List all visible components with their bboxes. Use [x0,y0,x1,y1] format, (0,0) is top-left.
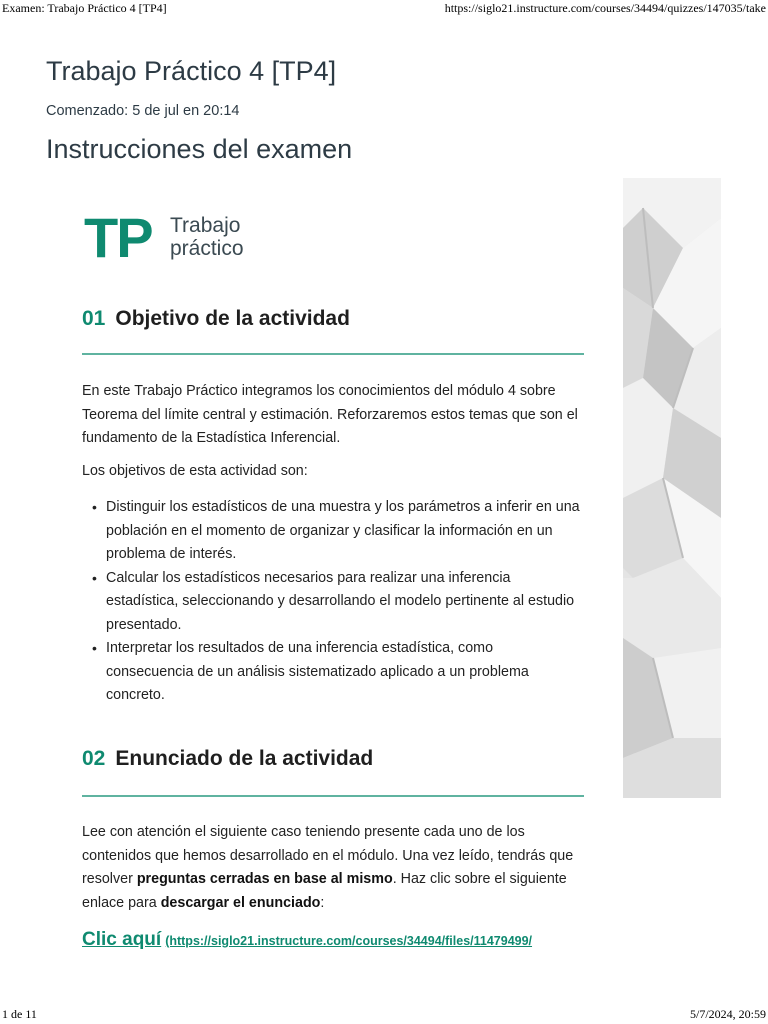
tp-logo-line1: Trabajo [170,214,241,237]
section-2-divider [82,795,584,797]
objectives-label: Los objetivos de esta actividad son: [82,463,308,479]
tp-logo-mark: TP [84,206,152,269]
section-1-number: 01 [82,307,106,330]
section-1-divider [82,353,584,355]
section-2-heading [82,747,373,771]
print-header [0,0,768,18]
objectives-list [82,496,584,708]
download-link-line [82,929,532,951]
architecture-photo-icon [623,178,721,798]
objective-item: • Calcular los estadísticos necesarios para realizar una inferencia estadística, seleccionando y desarrollando el modelo pertinente al estudio presentado. [82,567,584,638]
quiz-title: Trabajo Práctico 4 [TP4] [46,56,337,86]
print-header-url: https://siglo21.instructure.com/courses/34494/quizzes/147035/take [444,1,766,15]
section-1-heading [82,307,350,331]
tp-logo-words [170,214,244,260]
section-2-text-part3: : [320,894,325,911]
print-timestamp: 5/7/2024, 20:59 [689,1007,766,1021]
print-footer [0,1004,768,1024]
instructions-title: Instrucciones del examen [46,134,353,164]
section-2-text [82,821,584,915]
quiz-started-time: Comenzado: 5 de jul en 20:14 [46,103,240,119]
section-2-number: 02 [82,747,106,770]
section-2-bold-questions: preguntas cerradas en base al mismo [136,871,393,887]
section-1-intro: En este Trabajo Práctico integramos los conocimientos del módulo 4 sobre Teorema del límite central y estimación. Reforzaremos estos temas que son el fundamento de la Estadística Inferencial. [82,383,578,446]
section-2-title: Enunciado de la actividad [115,747,374,770]
decorative-side-image [623,178,721,798]
section-2-text-part2: . Haz clic sobre el siguiente enlace para [82,871,567,911]
download-link[interactable]: Clic aquí [82,929,162,950]
download-link-url[interactable]: (https://siglo21.instructure.com/courses/34494/files/11479499/ [165,934,533,948]
section-2-bold-download: descargar el enunciado [160,894,321,911]
print-header-title: Examen: Trabajo Práctico 4 [TP4] [2,1,167,15]
section-1-title: Objetivo de la actividad [115,307,350,330]
objective-item: • Interpretar los resultados de una inferencia estadística, como consecuencia de un análisis sistematizado aplicado a un problema concreto. [82,637,584,708]
objective-item: • Distinguir los estadísticos de una muestra y los parámetros a inferir en una población en el momento de organizar y clasificar la información en un problema de interés. [82,496,584,567]
section-2-text-part1: Lee con atención el siguiente caso teniendo presente cada uno de los contenidos que hemos desarrollado en el módulo. Una vez leído, tendrás que resolver [82,824,574,887]
tp-logo-line2: práctico [170,237,244,260]
page-counter: 1 de 11 [2,1007,37,1021]
